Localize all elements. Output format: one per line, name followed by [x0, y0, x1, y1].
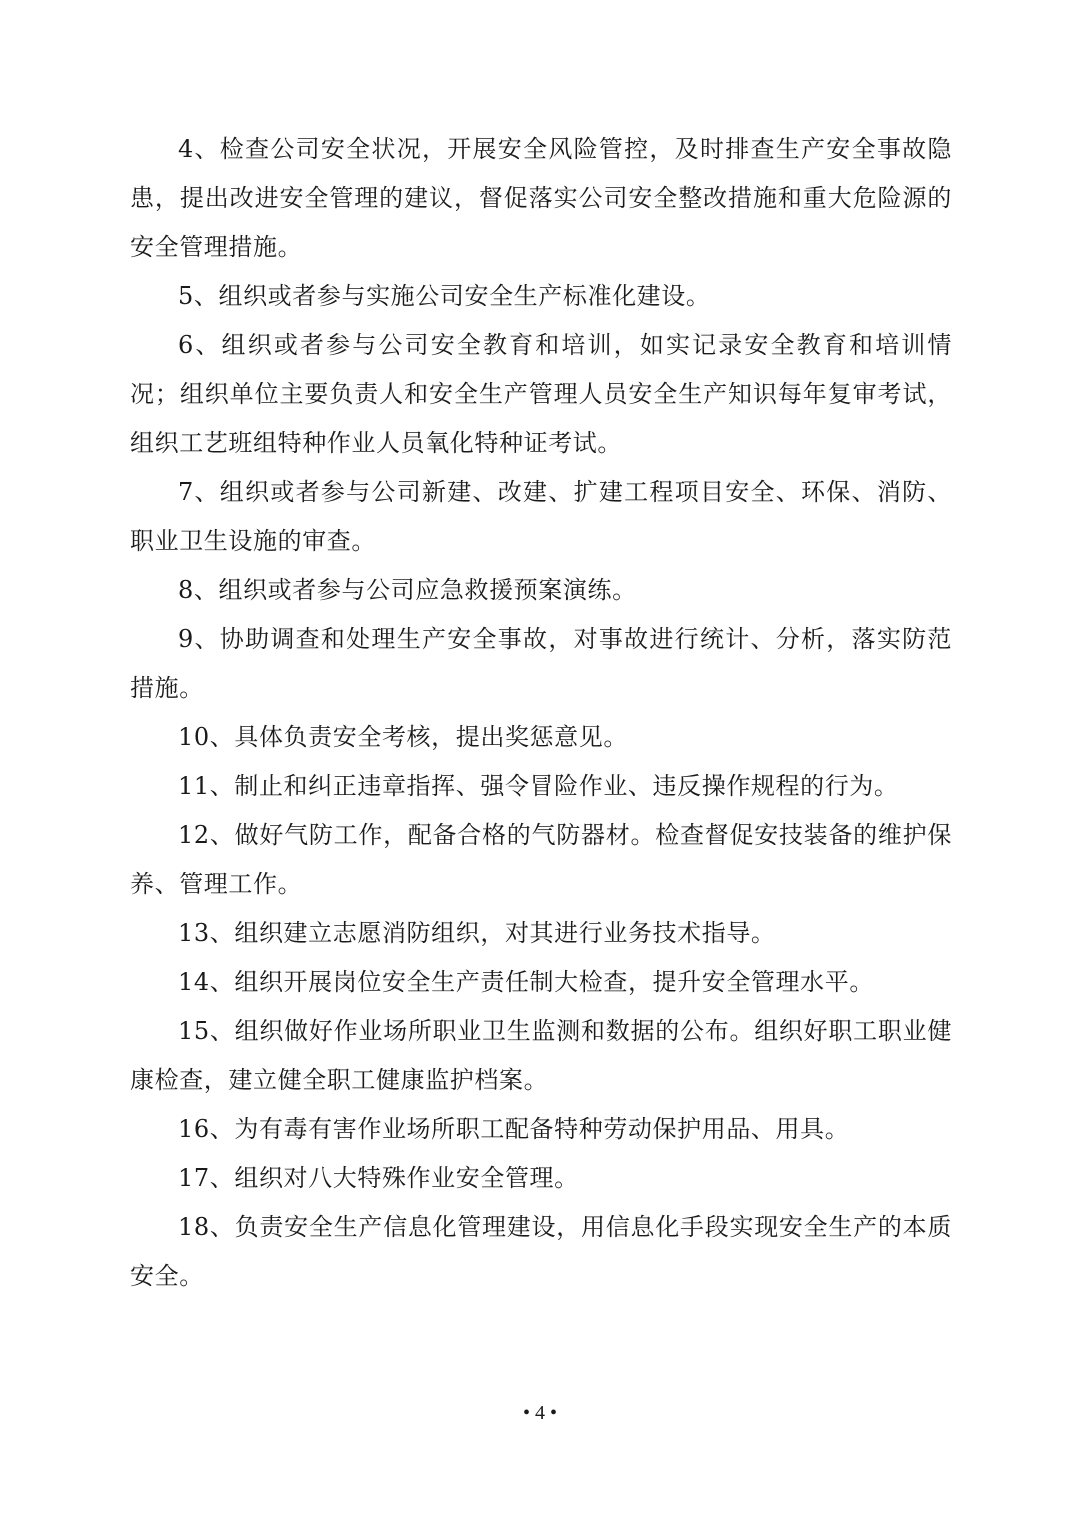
paragraph-item-13: 13、组织建立志愿消防组织，对其进行业务技术指导。 — [178, 919, 776, 947]
paragraph-item-11: 11、制止和纠正违章指挥、强令冒险作业、违反操作规程的行为。 — [178, 772, 899, 800]
paragraph-item-6: 6、组织或者参与公司安全教育和培训，如实记录安全教育和培训情况；组织单位主要负责人和安全生产管理人员安全生产知识每年复审考试，组织工艺班组特种作业人员氧化特种证考试。 — [130, 331, 952, 457]
page-number: • 4 • — [522, 1402, 557, 1424]
paragraph-item-8: 8、组织或者参与公司应急救援预案演练。 — [178, 576, 637, 604]
paragraph-item-14: 14、组织开展岗位安全生产责任制大检查，提升安全管理水平。 — [178, 968, 874, 996]
paragraph-item-17: 17、组织对八大特殊作业安全管理。 — [178, 1164, 579, 1192]
paragraph-item-15: 15、组织做好作业场所职业卫生监测和数据的公布。组织好职工职业健康检查，建立健全职工健康监护档案。 — [130, 1017, 952, 1094]
paragraph-item-7: 7、组织或者参与公司新建、改建、扩建工程项目安全、环保、消防、职业卫生设施的审查。 — [130, 478, 952, 555]
paragraph-item-16: 16、为有毒有害作业场所职工配备特种劳动保护用品、用具。 — [178, 1115, 850, 1143]
paragraph-item-9: 9、协助调查和处理生产安全事故，对事故进行统计、分析，落实防范措施。 — [130, 625, 952, 702]
paragraph-item-5: 5、组织或者参与实施公司安全生产标准化建设。 — [178, 282, 711, 310]
paragraph-item-18: 18、负责安全生产信息化管理建设，用信息化手段实现安全生产的本质安全。 — [130, 1213, 952, 1290]
paragraph-item-4: 4、检查公司安全状况，开展安全风险管控，及时排查生产安全事故隐患，提出改进安全管理的建议，督促落实公司安全整改措施和重大危险源的安全管理措施。 — [130, 135, 952, 261]
paragraph-item-10: 10、具体负责安全考核，提出奖惩意见。 — [178, 723, 628, 751]
paragraph-item-12: 12、做好气防工作，配备合格的气防器材。检查督促安技装备的维护保养、管理工作。 — [130, 821, 952, 898]
document-body — [130, 125, 952, 1301]
